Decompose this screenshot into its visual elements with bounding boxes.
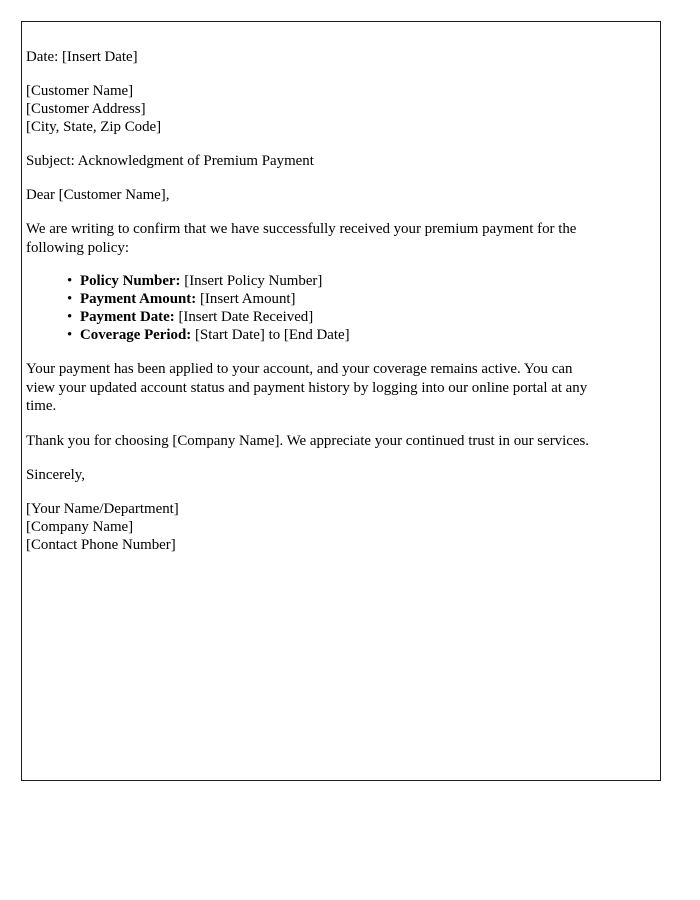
policy-number-label: Policy Number:	[80, 273, 181, 289]
policy-number-value: [Insert Policy Number]	[184, 273, 323, 289]
signature-line-company-name: [Company Name]	[26, 519, 134, 535]
subject-line	[26, 152, 600, 170]
salutation	[26, 186, 600, 204]
spacer-after-list	[26, 344, 600, 360]
subject-line-text: Subject: Acknowledgment of Premium Payment	[26, 153, 314, 169]
spacer-before-closing	[26, 450, 600, 466]
list-item	[67, 290, 600, 308]
top-spacer	[26, 21, 600, 48]
spacer-before-list	[26, 257, 600, 272]
coverage-period-value: [Start Date] to [End Date]	[194, 327, 350, 343]
spacer-after-date	[26, 66, 600, 82]
body-paragraph-account-status: Your payment has been applied to your account, and your coverage remains active. You can view your updated account status and payment history by logging into our online portal at any time.	[26, 361, 588, 414]
spacer-after-subject	[26, 170, 600, 186]
payment-date-value: [Insert Date Received]	[178, 309, 314, 325]
body-paragraph-thank-you: Thank you for choosing [Company Name]. We appreciate your continued trust in our services.	[26, 432, 589, 449]
spacer-between-paragraphs	[26, 416, 600, 432]
salutation-text: Dear [Customer Name],	[26, 187, 170, 203]
list-item	[67, 272, 600, 290]
bullet-icon: •	[67, 309, 73, 325]
bullet-icon: •	[67, 273, 73, 289]
address-line-city-state-zip: [City, State, Zip Code]	[26, 119, 162, 135]
coverage-period-label: Coverage Period:	[80, 327, 192, 343]
address-line-customer-name: [Customer Name]	[26, 83, 134, 99]
spacer-before-signature	[26, 484, 600, 500]
list-item	[67, 308, 600, 326]
signature-block	[26, 500, 600, 554]
bullet-icon: •	[67, 327, 73, 343]
closing	[26, 466, 600, 484]
date-line	[26, 48, 600, 66]
closing-text: Sincerely,	[26, 467, 85, 483]
bullet-icon: •	[67, 291, 73, 307]
signature-line-name-department: [Your Name/Department]	[26, 501, 179, 517]
intro-paragraph: We are writing to confirm that we have successfully received your premium payment for the following policy:	[26, 221, 577, 256]
address-line-customer-address: [Customer Address]	[26, 101, 146, 117]
spacer-after-salutation	[26, 204, 600, 220]
spacer-after-address	[26, 136, 600, 152]
payment-amount-label: Payment Amount:	[80, 291, 197, 307]
date-line-text: Date: [Insert Date]	[26, 49, 138, 65]
address-block	[26, 82, 600, 136]
list-item	[67, 326, 600, 344]
payment-amount-value: [Insert Amount]	[199, 291, 296, 307]
policy-details-list	[26, 272, 600, 344]
letter-content	[26, 21, 600, 554]
payment-date-label: Payment Date:	[80, 309, 175, 325]
signature-line-contact-phone: [Contact Phone Number]	[26, 537, 176, 553]
